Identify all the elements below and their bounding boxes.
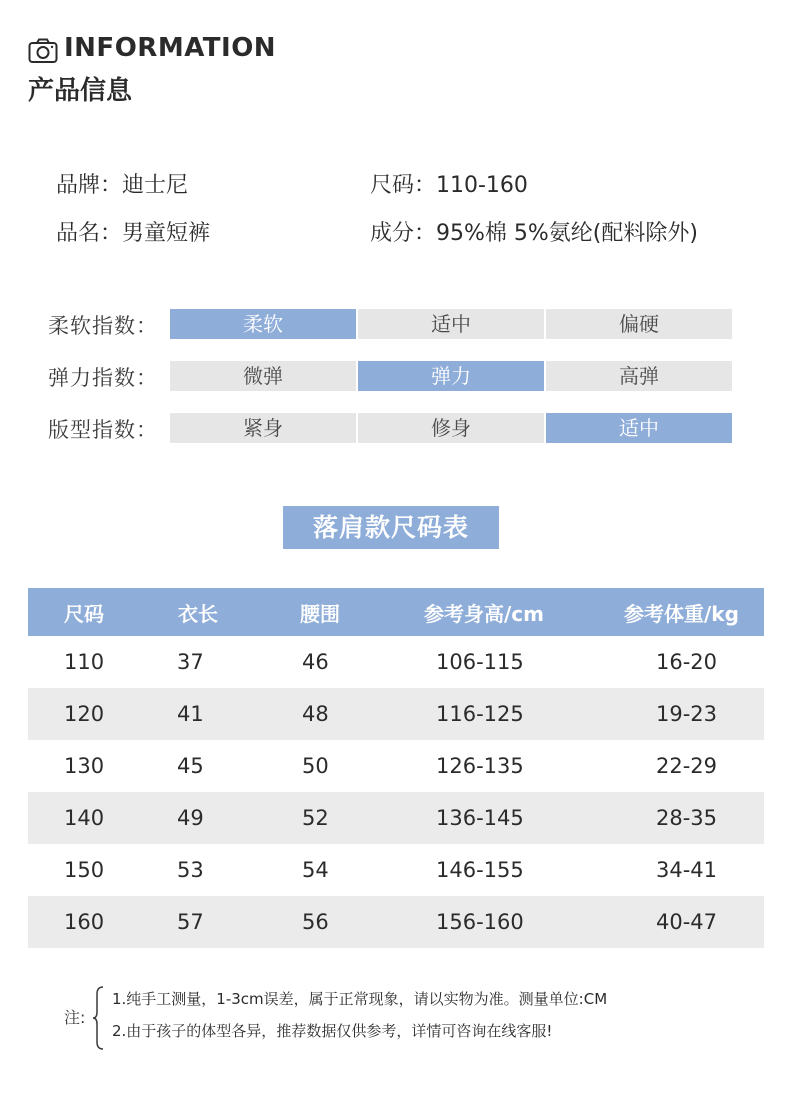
table-cell: 41 bbox=[177, 702, 204, 726]
table-header-row bbox=[28, 588, 764, 636]
table-row bbox=[28, 792, 764, 844]
fit-option: 适中 bbox=[546, 413, 732, 443]
table-cell: 49 bbox=[177, 806, 204, 830]
elasticity-index-scale bbox=[170, 361, 732, 391]
table-cell: 126-135 bbox=[436, 754, 524, 778]
table-cell: 16-20 bbox=[656, 650, 718, 674]
size-table bbox=[28, 588, 764, 948]
table-cell: 146-155 bbox=[436, 858, 524, 882]
table-cell: 57 bbox=[177, 910, 204, 934]
brand-info: 品牌：迪士尼 bbox=[56, 173, 189, 198]
table-body bbox=[28, 636, 764, 948]
table-cell: 37 bbox=[177, 650, 204, 674]
table-cell: 34-41 bbox=[656, 858, 718, 882]
fit-index-label: 版型指数： bbox=[48, 418, 158, 442]
elasticity-option: 高弹 bbox=[546, 361, 732, 391]
table-cell: 45 bbox=[177, 754, 204, 778]
softness-index-label: 柔软指数： bbox=[48, 314, 158, 338]
table-cell: 19-23 bbox=[656, 702, 718, 726]
camera-icon bbox=[28, 38, 58, 64]
table-cell: 56 bbox=[302, 910, 329, 934]
table-cell: 53 bbox=[177, 858, 204, 882]
composition-info: 成分：95%棉 5%氨纶(配料除外) bbox=[370, 221, 698, 246]
table-header-cell: 参考体重/kg bbox=[624, 601, 739, 626]
table-header-cell: 参考身高/cm bbox=[424, 601, 544, 626]
size-range-info: 尺码：110-160 bbox=[370, 173, 528, 198]
elasticity-index-label: 弹力指数： bbox=[48, 366, 158, 390]
table-cell: 46 bbox=[302, 650, 329, 674]
header-title-cn: 产品信息 bbox=[28, 76, 133, 106]
notes-label: 注: bbox=[64, 1008, 86, 1027]
fit-option: 紧身 bbox=[170, 413, 356, 443]
table-row bbox=[28, 688, 764, 740]
table-row bbox=[28, 844, 764, 896]
header-title-en: INFORMATION bbox=[64, 33, 277, 63]
elasticity-option: 弹力 bbox=[358, 361, 544, 391]
note-line: 2.由于孩子的体型各异，推荐数据仅供参考，详情可咨询在线客服! bbox=[112, 1022, 553, 1040]
table-cell: 136-145 bbox=[436, 806, 524, 830]
table-cell: 50 bbox=[302, 754, 329, 778]
table-row bbox=[28, 636, 764, 688]
table-header-cell: 腰围 bbox=[300, 601, 340, 626]
table-cell: 156-160 bbox=[436, 910, 524, 934]
table-row bbox=[28, 740, 764, 792]
brace-icon bbox=[92, 986, 104, 1050]
table-cell: 40-47 bbox=[656, 910, 718, 934]
table-cell: 48 bbox=[302, 702, 329, 726]
product-name-info: 品名：男童短裤 bbox=[56, 221, 211, 246]
table-cell: 160 bbox=[64, 910, 105, 934]
softness-option: 适中 bbox=[358, 309, 544, 339]
fit-index-scale bbox=[170, 413, 732, 443]
table-row bbox=[28, 896, 764, 948]
softness-option: 偏硬 bbox=[546, 309, 732, 339]
table-cell: 130 bbox=[64, 754, 105, 778]
table-cell: 150 bbox=[64, 858, 105, 882]
table-cell: 116-125 bbox=[436, 702, 524, 726]
table-cell: 52 bbox=[302, 806, 329, 830]
size-chart-title: 落肩款尺码表 bbox=[283, 506, 499, 549]
table-cell: 140 bbox=[64, 806, 105, 830]
table-cell: 120 bbox=[64, 702, 105, 726]
elasticity-option: 微弹 bbox=[170, 361, 356, 391]
softness-index-scale bbox=[170, 309, 732, 339]
softness-option: 柔软 bbox=[170, 309, 356, 339]
table-cell: 110 bbox=[64, 650, 105, 674]
table-header-cell: 尺码 bbox=[64, 601, 104, 626]
table-cell: 22-29 bbox=[656, 754, 718, 778]
table-cell: 54 bbox=[302, 858, 329, 882]
table-cell: 106-115 bbox=[436, 650, 524, 674]
table-cell: 28-35 bbox=[656, 806, 718, 830]
note-line: 1.纯手工测量，1-3cm误差，属于正常现象，请以实物为准。测量单位:CM bbox=[112, 990, 608, 1008]
table-header-cell: 衣长 bbox=[178, 601, 218, 626]
fit-option: 修身 bbox=[358, 413, 544, 443]
